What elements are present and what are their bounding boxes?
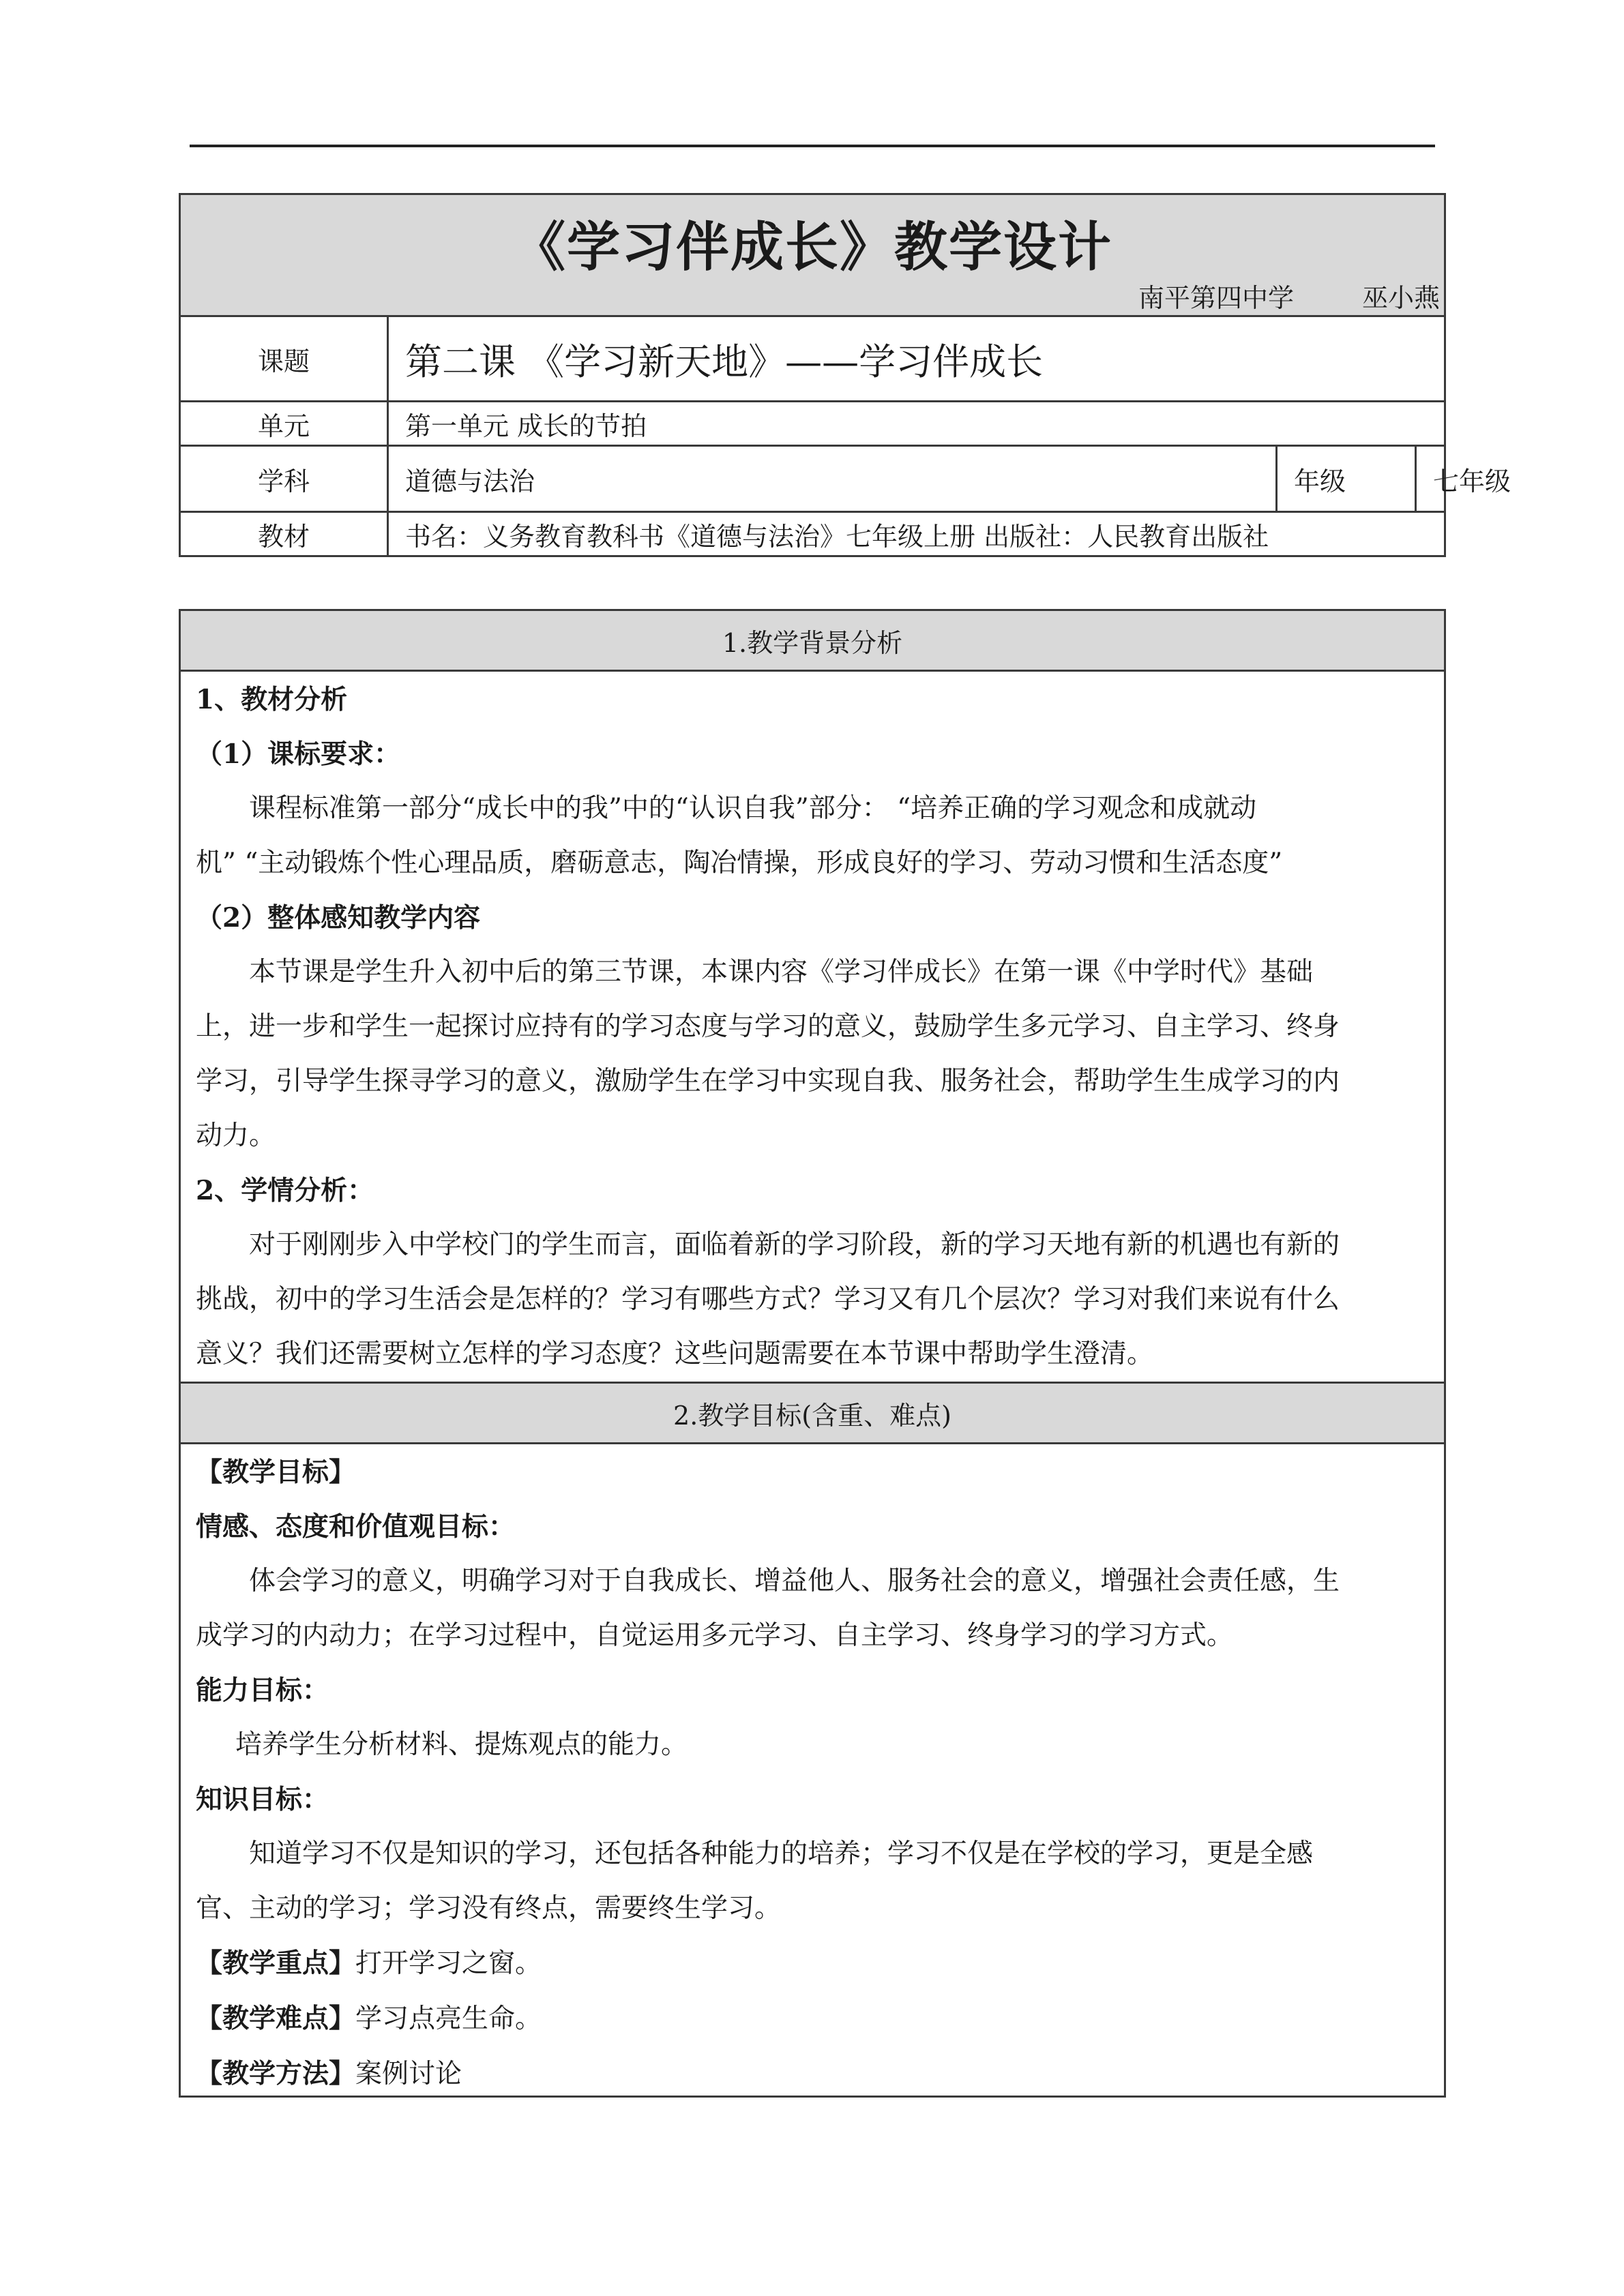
topic-row [179,317,1446,402]
unit-row [179,402,1446,447]
section1-line: 1、教材分析 [196,684,348,715]
difficulty-value: 学习点亮生命。 [355,2003,542,2034]
section1-line: 挑战，初中的学习生活会是怎样的？学习有哪些方式？学习又有几个层次？学习对我们来说有什么 [196,1284,1340,1315]
key-point-value: 打开学习之窗。 [355,1948,542,1979]
content-table [179,609,1446,2098]
school-name: 南平第四中学 [1138,283,1295,313]
section2-body [181,1445,1444,2102]
topic-label: 课题 [181,317,389,400]
method-line [196,2046,1429,2102]
difficulty-line [196,1991,1429,2046]
textbook-label: 教材 [181,513,389,555]
section2-line: 成学习的内动力；在学习过程中，自觉运用多元学习、自主学习、终身学习的学习方式。 [196,1620,1234,1651]
section2-line: 官、主动的学习；学习没有终点，需要终生学习。 [196,1893,782,1924]
textbook-value: 书名：义务教育教科书《道德与法治》七年级上册 出版社：人民教育出版社 [405,521,1269,552]
unit-label: 单元 [181,402,389,445]
method-value: 案例讨论 [355,2059,462,2089]
section2-line: 能力目标： [196,1675,329,1706]
grade-label: 年级 [1278,447,1417,511]
key-point-line [196,1936,1429,1991]
section1-heading: 1.教学背景分析 [181,611,1444,672]
author-name: 巫小燕 [1362,283,1441,313]
section2-line: 培养学生分析材料、提炼观点的能力。 [235,1729,688,1760]
section1-line: （2）整体感知教学内容 [196,902,481,934]
title-band [179,193,1446,317]
subject-value: 道德与法治 [389,447,1278,511]
author-line [1138,277,1440,314]
difficulty-label: 【教学难点】 [196,2003,356,2034]
section2-line: 体会学习的意义，明确学习对于自我成长、增益他人、服务社会的意义，增强社会责任感，生 [249,1566,1340,1596]
section1-line: （1）课标要求： [196,739,401,770]
textbook-row [179,513,1446,557]
grade-value: 七年级 [1433,466,1511,496]
section2-line: 知道学习不仅是知识的学习，还包括各种能力的培养；学习不仅是在学校的学习，更是全感 [249,1838,1314,1869]
section1-line: 动力。 [196,1120,276,1151]
section1-line: 上，进一步和学生一起探讨应持有的学习态度与学习的意义，鼓励学生多元学习、自主学习、终身 [196,1011,1340,1042]
section1-line: 学习，引导学生探寻学习的意义，激励学生在学习中实现自我、服务社会，帮助学生生成学习的内 [196,1066,1340,1097]
section2-line: 情感、态度和价值观目标： [196,1511,516,1542]
subject-label: 学科 [181,447,389,511]
section1-line: 本节课是学生升入初中后的第三节课，本课内容《学习伴成长》在第一课《中学时代》基础 [249,957,1314,987]
section2-heading: 2.教学目标(含重、难点) [181,1382,1444,1444]
section1-line: 课程标准第一部分“成长中的我”中的“认识自我”部分： “培养正确的学习观念和成就动 [249,793,1257,824]
topic-value: 第二课 《学习新天地》——学习伴成长 [405,340,1044,383]
page-title: 《学习伴成长》教学设计 [512,216,1112,278]
section1-line: 2、学情分析： [196,1175,374,1206]
section1-line: 对于刚刚步入中学校门的学生而言，面临着新的学习阶段，新的学习天地有新的机遇也有新的 [249,1229,1340,1260]
section1-body [181,672,1444,1382]
section1-line: 意义？我们还需要树立怎样的学习态度？这些问题需要在本节课中帮助学生澄清。 [196,1339,1154,1369]
top-rule [190,145,1435,147]
subject-row [179,447,1511,513]
unit-value: 第一单元 成长的节拍 [405,411,647,441]
section2-line: 【教学目标】 [196,1457,356,1488]
section1-line: 机” “主动锻炼个性心理品质，磨砺意志，陶冶情操，形成良好的学习、劳动习惯和生活态度” [196,848,1283,878]
section2-line: 知识目标： [196,1784,329,1815]
key-point-label: 【教学重点】 [196,1948,356,1979]
method-label: 【教学方法】 [196,2058,356,2089]
